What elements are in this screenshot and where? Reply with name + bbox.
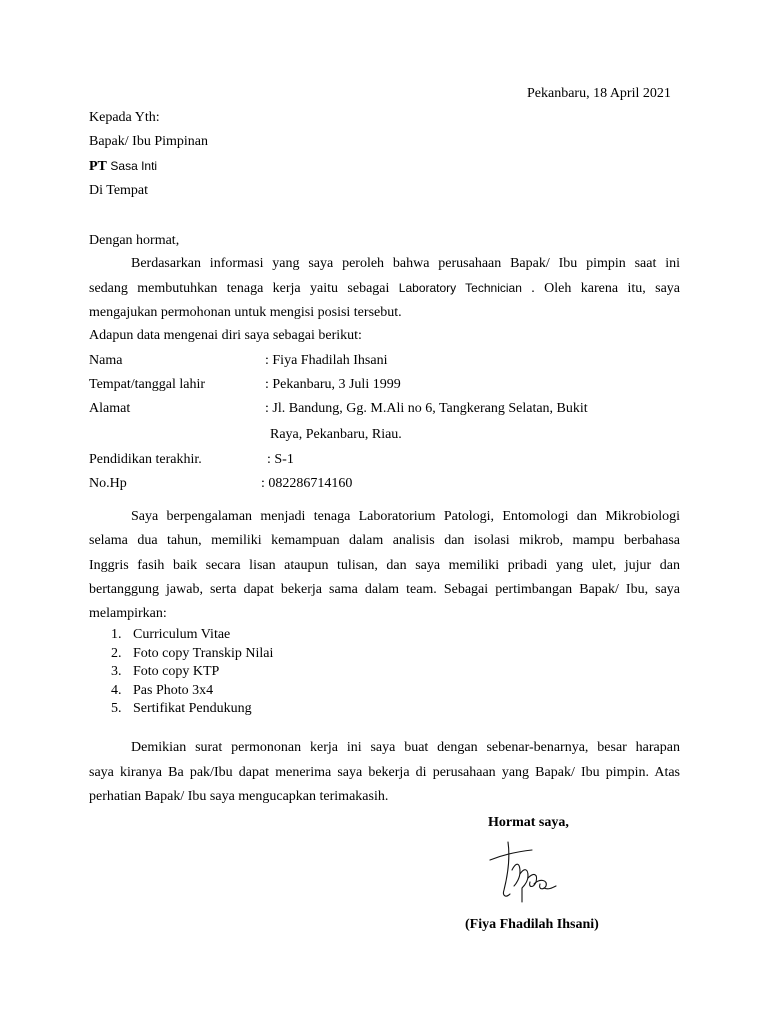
intro-line-2-before: sedang membutuhkan tenaga kerja yaitu sebagai <box>89 281 390 296</box>
salutation: Dengan hormat, <box>89 233 180 248</box>
data-intro: Adapun data mengenai diri saya sebagai berikut: <box>89 328 362 343</box>
birth-label: Tempat/tanggal lahir <box>89 377 206 392</box>
phone-label: No.Hp <box>89 476 127 491</box>
name-label: Nama <box>89 353 123 368</box>
phone-value: : 082286714160 <box>261 476 353 491</box>
company-name: Sasa Inti <box>110 159 158 173</box>
letter-page: Pekanbaru, 18 April 2021 Kepada Yth: Bapak/ Ibu Pimpinan PT Sasa Inti Di Tempat Dengan hormat, Berdasarkan informasi yang saya peroleh bahwa perusahaan Bapak/ Ibu pimpin saat ini sedang membutuhkan tenaga kerja yaitu sebagai Laboratory Technician . Oleh karena itu, saya mengajukan permohonan untuk mengisi posisi tersebut. Adapun data mengenai diri saya sebagai berikut: Nama : Fiya Fhadilah Ihsani Tempat/tanggal lahir : Pekanbaru, 3 Juli 1999 Alamat : Jl. Bandung, Gg. M.Ali no 6, Tangkerang Selatan, Bukit Raya, Pekanbaru, Riau. Pendidikan terakhir. : S-1 No.Hp : 082286714160 Saya berpengalaman menjadi tenaga Laboratorium Patologi, Entomologi dan Mikrobiologi selama dua tahun, memiliki kemampuan dalam analisis dan isolasi mikrob, mampu berbahasa Inggris fasih baik secara lisan ataupun tulisan, dan saya memiliki pribadi yang ulet, jujur dan bertanggung jawab, serta dapat bekerja sama dalam team. Sebagai pertimbangan Bapak/ Ibu, saya melampirkan: 1. Curriculum Vitae 2. Foto copy Transkip Nilai 3. Foto copy KTP 4. Pas Photo 3x4 5. Sertifikat Pendukung Demikian surat permononan kerja ini saya buat dengan sebenar-benarnya, besar harapan saya kiranya Ba pak/Ibu dapat menerima saya bekerja di perusahaan yang Bapak/ Ibu pimpin. Atas perhatian Bapak/ Ibu saya mengucapkan terimakasih. Hormat saya, (Fiya Fhadilah Ihsani) <box>89 86 680 932</box>
closing-line-2: saya kiranya Ba pak/Ibu dapat menerima saya bekerja di perusahaan yang Bapak/ Ibu pimpin. Atas <box>89 765 680 780</box>
experience-line-2: selama dua tahun, memiliki kemampuan dalam analisis dan isolasi mikrob, mampu berbahasa <box>89 533 680 548</box>
job-position: Laboratory Technician <box>398 281 522 295</box>
experience-line-3: Inggris fasih baik secara lisan ataupun tulisan, dan saya memiliki pribadi yang ulet, jujur dan <box>89 558 680 573</box>
recipient-location: Di Tempat <box>89 183 149 198</box>
company-prefix: PT <box>89 159 107 174</box>
signature-image <box>486 838 558 904</box>
regards: Hormat saya, <box>488 815 569 830</box>
birth-value: : Pekanbaru, 3 Juli 1999 <box>265 377 401 392</box>
name-value: : Fiya Fhadilah Ihsani <box>265 353 388 368</box>
recipient-company <box>89 157 157 176</box>
signature-name: (Fiya Fhadilah Ihsani) <box>465 917 599 932</box>
experience-line-1: Saya berpengalaman menjadi tenaga Laboratorium Patologi, Entomologi dan Mikrobiologi <box>131 509 680 524</box>
experience-line-5: melampirkan: <box>89 606 167 621</box>
education-value: : S-1 <box>267 452 294 467</box>
intro-line-1: Berdasarkan informasi yang saya peroleh bahwa perusahaan Bapak/ Ibu pimpin saat ini <box>131 256 680 271</box>
address-value-1: : Jl. Bandung, Gg. M.Ali no 6, Tangkerang Selatan, Bukit <box>265 401 588 416</box>
intro-line-2-after: . Oleh karena itu, saya <box>531 281 680 296</box>
intro-line-2 <box>89 279 680 298</box>
closing-line-3: perhatian Bapak/ Ibu saya mengucapkan terimakasih. <box>89 789 389 804</box>
place-date: Pekanbaru, 18 April 2021 <box>527 86 671 101</box>
experience-line-4: bertanggung jawab, serta dapat bekerja sama dalam team. Sebagai pertimbangan Bapak/ Ibu, saya <box>89 582 680 597</box>
education-label: Pendidikan terakhir. <box>89 452 202 467</box>
intro-line-3: mengajukan permohonan untuk mengisi posisi tersebut. <box>89 305 402 320</box>
address-value-2: Raya, Pekanbaru, Riau. <box>270 427 402 442</box>
recipient-addressee: Bapak/ Ibu Pimpinan <box>89 134 208 149</box>
closing-line-1: Demikian surat permononan kerja ini saya buat dengan sebenar-benarnya, besar harapan <box>131 740 680 755</box>
recipient-to: Kepada Yth: <box>89 110 160 125</box>
address-label: Alamat <box>89 401 131 416</box>
